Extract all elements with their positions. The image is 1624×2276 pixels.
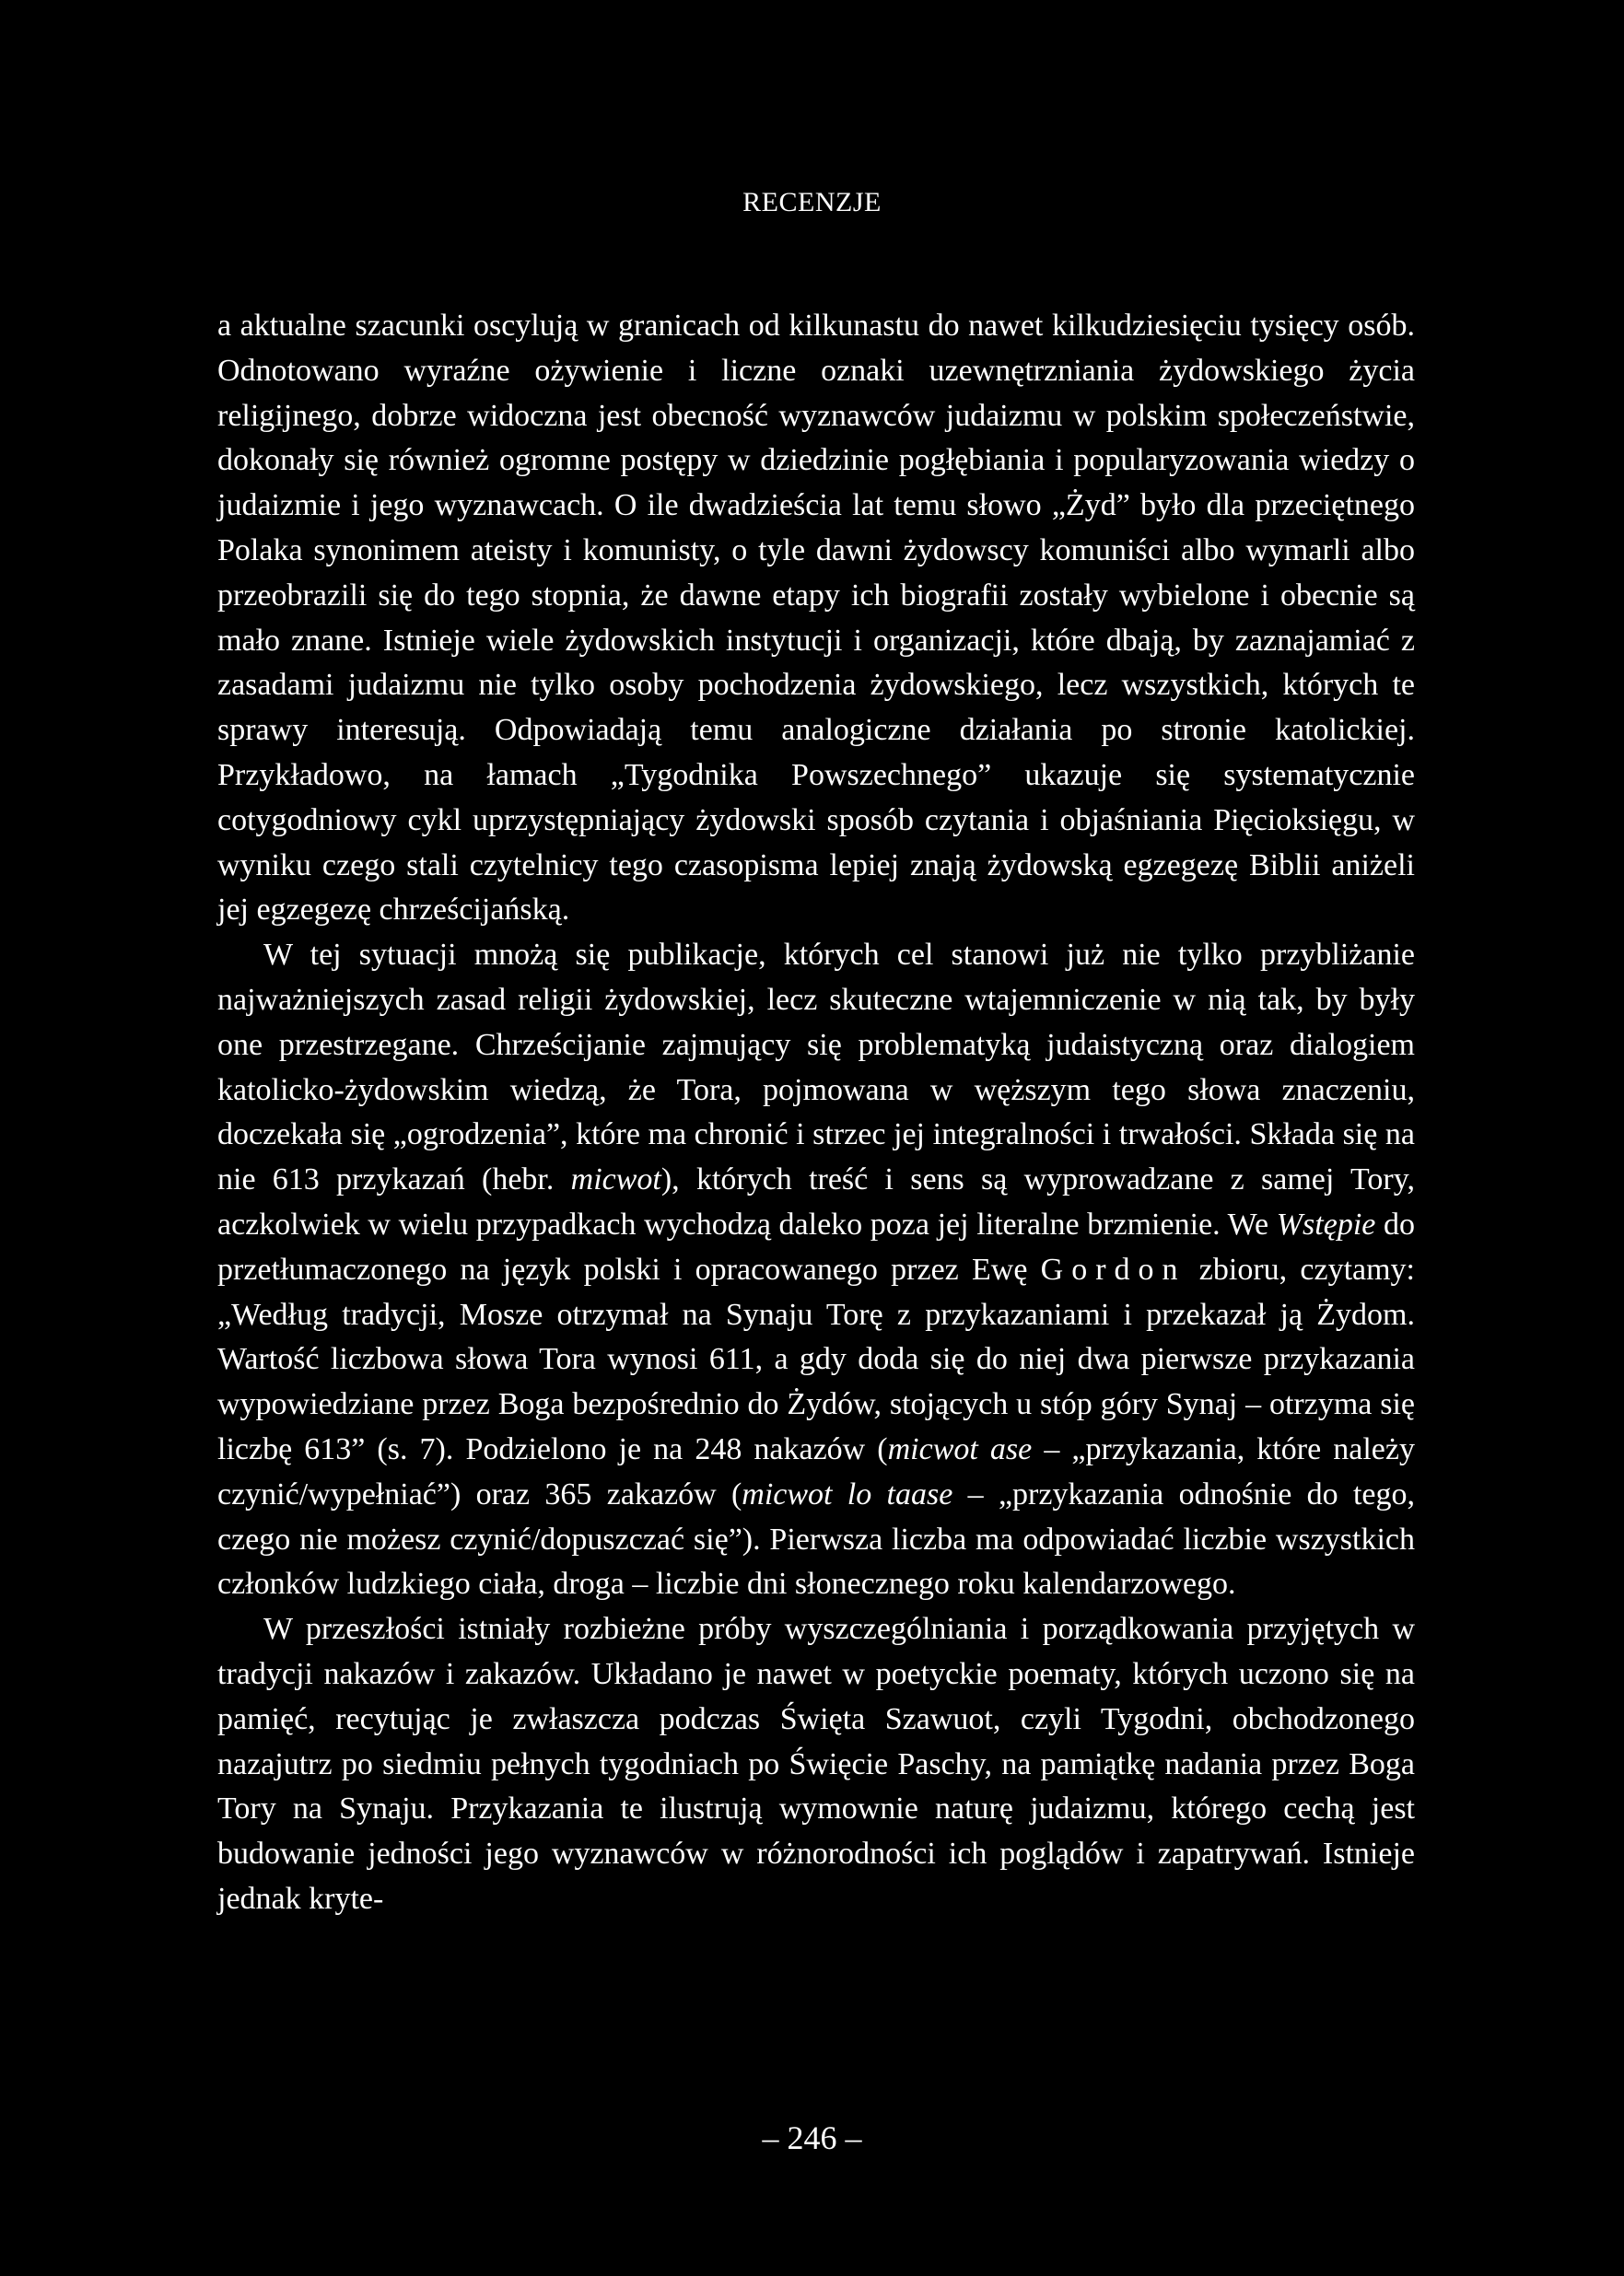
page-number: – 246 – (762, 2119, 862, 2156)
running-header: RECENZJE (742, 187, 882, 217)
italic-term: micwot (570, 1162, 661, 1197)
paragraph-2: W tej sytuacji mnożą się publikacje, których cel stanowi już nie tylko przybliżanie najważniejszych zasad religii żydowskiej, lecz skuteczne wtajemniczenie w nią tak, by były one przestrzegane. Chrześcijanie zajmujący się problematyką judaistyczną oraz dialogiem katolicko-żydowskim wiedzą, że Tora, pojmowana w węższym tego słowa znaczeniu, doczekała się „ogrodzenia”, które ma chronić i strzec jej integralności i trwałości. Składa się na nie 613 przykazań (hebr. micwot), których treść i sens są wyprowadzane z samej Tory, aczkolwiek w wielu przypadkach wychodzą daleko poza jej literalne brzmienie. We Wstępie do przetłumaczonego na język polski i opracowanego przez Ewę Gordon zbioru, czytamy: „Według tradycji, Mosze otrzymał na Synaju Torę z przykazaniami i przekazał ją Żydom. Wartość liczbowa słowa Tora wynosi 611, a gdy doda się do niej dwa pierwsze przykazania wypowiedziane przez Boga bezpośrednio do Żydów, stojących u stóp góry Synaj – otrzyma się liczbę 613” (s. 7). Podzielono je na 248 nakazów (micwot ase – „przykazania, które należy czynić/wypełniać”) oraz 365 zakazów (micwot lo taase – „przykazania odnośnie do tego, czego nie możesz czynić/dopuszczać się”). Pierwsza liczba ma odpowiadać liczbie wszystkich członków ludzkiego ciała, droga – liczbie dni słonecznego roku kalendarzowego. (217, 938, 1415, 1602)
italic-term: Wstępie (1276, 1207, 1376, 1242)
spaced-author-name: Gordon (1040, 1252, 1186, 1287)
italic-term: micwot ase (887, 1431, 1033, 1466)
paragraph-1: a aktualne szacunki oscylują w granicach od kilkunastu do nawet kilkudziesięciu tysięcy osób. Odnotowano wyraźne ożywienie i liczne oznaki uzewnętrzniania żydowskiego życia religijnego, dobrze widoczna jest obecność wyznawców judaizmu w polskim społeczeństwie, dokonały się również ogromne postępy w dziedzinie pogłębiania i popularyzowania wiedzy o judaizmie i jego wyznawcach. O ile dwadzieścia lat temu słowo „Żyd” było dla przeciętnego Polaka synonimem ateisty i komunisty, o tyle dawni żydowscy komuniści albo wymarli albo przeobrazili się do tego stopnia, że dawne etapy ich biografii zostały wybielone i obecnie są mało znane. Istnieje wiele żydowskich instytucji i organizacji, które dbają, by zaznajamiać z zasadami judaizmu nie tylko osoby pochodzenia żydowskiego, lecz wszystkich, których te sprawy interesują. Odpowiadają temu analogiczne działania po stronie katolickiej. Przykładowo, na łamach „Tygodnika Powszechnego” ukazuje się systematycznie cotygodniowy cykl uprzystępniający żydowski sposób czytania i objaśniania Pięcioksięgu, w wyniku czego stali czytelnicy tego czasopisma lepiej znają żydowską egzegezę Biblii aniżeli jej egzegezę chrześcijańską. (217, 309, 1415, 928)
italic-term: micwot lo taase (742, 1476, 953, 1511)
paragraph-3: W przeszłości istniały rozbieżne próby wyszczególniania i porządkowania przyjętych w tradycji nakazów i zakazów. Układano je nawet w poetyckie poematy, których uczono się na pamięć, recytując je zwłaszcza podczas Święta Szawuot, czyli Tygodni, obchodzonego nazajutrz po siedmiu pełnych tygodniach po Święcie Paschy, na pamiątkę nadania przez Boga Tory na Synaju. Przykazania te ilustrują wymownie naturę judaizmu, którego cechą jest budowanie jedności jego wyznawców w różnorodności ich poglądów i zapatrywań. Istnieje jednak kryte- (217, 1612, 1415, 1916)
article-body (217, 304, 1415, 1922)
